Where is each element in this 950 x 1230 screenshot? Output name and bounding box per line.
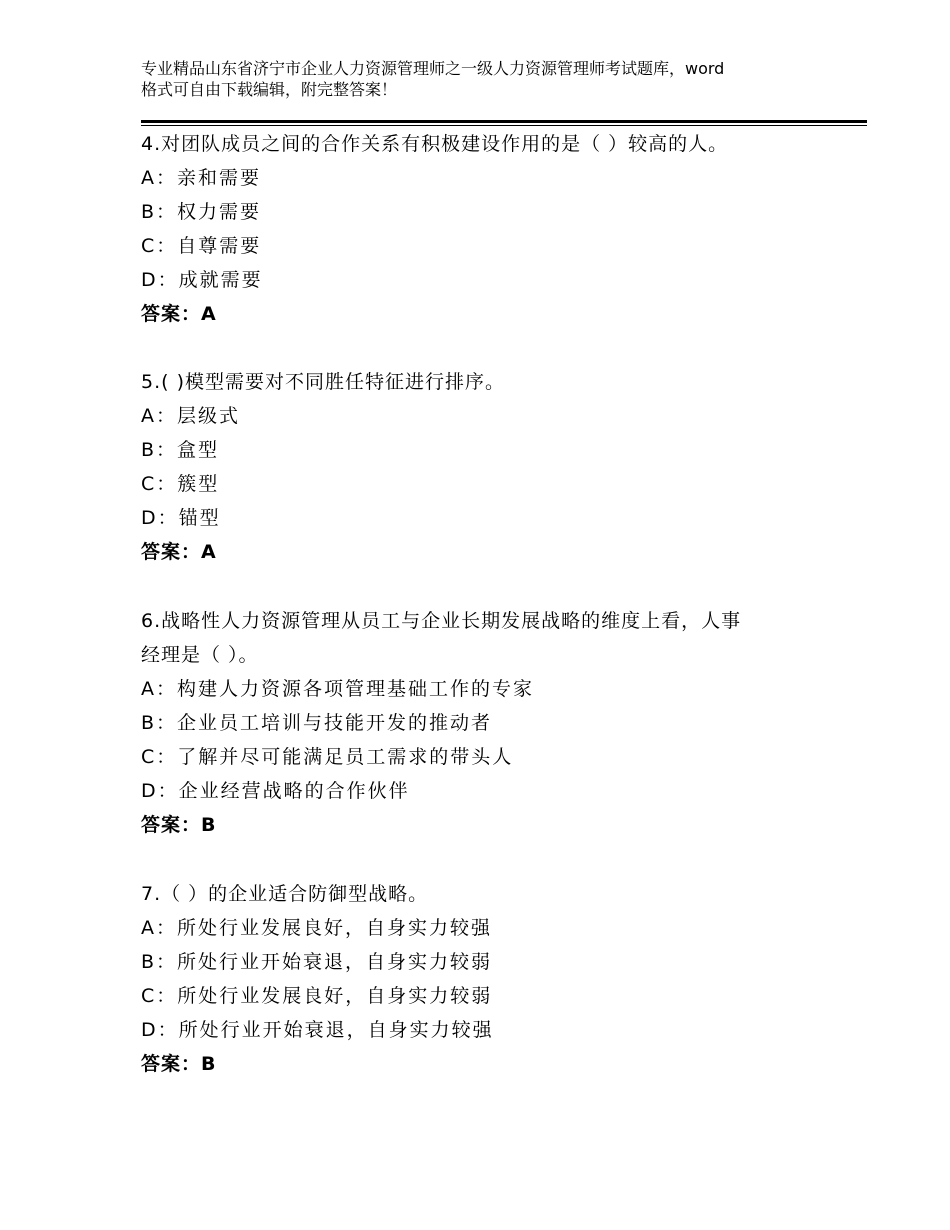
option-b: B：企业员工培训与技能开发的推动者 [141, 712, 493, 734]
question-stem [141, 365, 841, 399]
option-c: C：所处行业发展良好，自身实力较弱 [141, 985, 493, 1007]
question-stem [141, 127, 841, 161]
option-a: A：构建人力资源各项管理基础工作的专家 [141, 678, 534, 700]
option-a: A：层级式 [141, 405, 240, 427]
answer-label: 答案：A [141, 541, 217, 563]
option-d: D：企业经营战略的合作伙伴 [141, 780, 410, 802]
option-d: D：成就需要 [141, 269, 263, 291]
header-line-1: 专业精品山东省济宁市企业人力资源管理师之一级人力资源管理师考试题库，word [141, 59, 725, 78]
option-c: C：簇型 [141, 473, 220, 495]
option-b: B：权力需要 [141, 201, 262, 223]
question-4 [141, 127, 841, 331]
question-stem [141, 604, 841, 672]
answer-label: 答案：A [141, 303, 217, 325]
option-d: D：锚型 [141, 507, 221, 529]
option-d: D：所处行业开始衰退，自身实力较强 [141, 1019, 494, 1041]
question-stem [141, 877, 841, 911]
question-stem-line: 经理是（ ）。 [141, 644, 259, 666]
question-stem-line: 7.（ ）的企业适合防御型战略。 [141, 883, 429, 905]
question-stem-line: 6.战略性人力资源管理从员工与企业长期发展战略的维度上看，人事 [141, 610, 742, 632]
document-header [141, 58, 831, 100]
option-a: A：亲和需要 [141, 167, 261, 189]
option-c: C：自尊需要 [141, 235, 262, 257]
option-b: B：所处行业开始衰退，自身实力较弱 [141, 951, 493, 973]
option-a: A：所处行业发展良好，自身实力较强 [141, 917, 492, 939]
question-stem-line: 4.对团队成员之间的合作关系有积极建设作用的是（ ）较高的人。 [141, 133, 729, 155]
question-stem-line: 5.( )模型需要对不同胜任特征进行排序。 [141, 371, 505, 393]
header-line-2: 格式可自由下载编辑，附完整答案！ [141, 80, 398, 99]
answer-label: 答案：B [141, 814, 217, 836]
question-7 [141, 877, 841, 1081]
question-5 [141, 365, 841, 569]
answer-label: 答案：B [141, 1053, 217, 1075]
header-divider-thick [141, 120, 867, 123]
option-b: B：盒型 [141, 439, 220, 461]
option-c: C：了解并尽可能满足员工需求的带头人 [141, 746, 514, 768]
header-divider-thin [141, 125, 867, 126]
question-6 [141, 604, 841, 842]
